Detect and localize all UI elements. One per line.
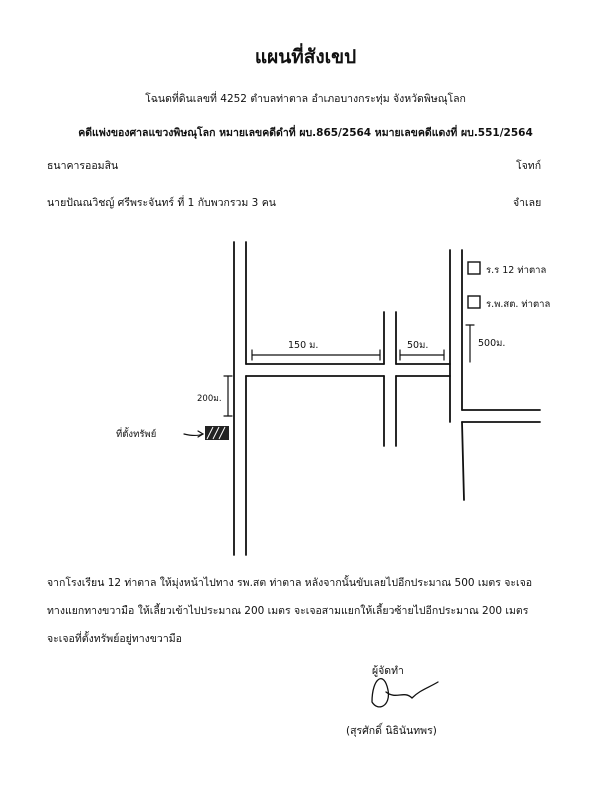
property-parcel — [205, 426, 229, 440]
directions-line-2: ทางแยกทางขวามือ ให้เลี้ยวเข้าไปประมาณ 200 เมตร จะเจอสามแยกให้เลี้ยวซ้ายไปอีกประมาณ 200 เมตร — [47, 605, 529, 617]
label-dist-200: 200ม. — [197, 394, 222, 404]
signature-name: (สุรศักดิ์ นิธินันทพร) — [346, 725, 437, 737]
case-line: คดีแพ่งของศาลแขวงพิษณุโลก หมายเลขคดีดำที่ ผบ.865/2564 หมายเลขคดีแดงที่ ผบ.551/2564 — [78, 127, 533, 139]
signature-label: ผู้จัดทำ — [372, 665, 404, 677]
page-title: แผนที่สังเขป — [254, 46, 357, 68]
label-dist-500: 500ม. — [478, 338, 506, 349]
label-property: ที่ตั้งทรัพย์ — [116, 429, 157, 440]
deed-line: โฉนดที่ดินเลขที่ 4252 ตำบลท่าตาล อำเภอบางกระทุ่ม จังหวัดพิษณุโลก — [145, 93, 466, 105]
label-dist-150: 150 ม. — [288, 340, 319, 351]
defendant-name: นายปัณณวิชญ์ ศรีพระจันทร์ ที่ 1 กับพวกรวม 3 คน — [47, 197, 276, 209]
school-marker — [468, 262, 480, 274]
hospital-marker — [468, 296, 480, 308]
plaintiff-name: ธนาคารออมสิน — [47, 160, 119, 172]
label-hospital: ร.พ.สต. ท่าตาล — [486, 299, 551, 310]
label-dist-50: 50ม. — [407, 340, 429, 351]
signature-scribble — [372, 679, 438, 707]
directions-line-1: จากโรงเรียน 12 ท่าตาล ให้มุ่งหน้าไปทาง รพ.สต ท่าตาล หลังจากนั้นขับเลยไปอีกประมาณ 500 เมตร จะเจอ — [47, 577, 533, 589]
road-right-right-edge-bottom — [462, 422, 464, 500]
defendant-role: จำเลย — [513, 197, 542, 209]
label-school: ร.ร 12 ท่าตาล — [486, 265, 547, 276]
plaintiff-role: โจทก์ — [516, 160, 542, 172]
directions-line-3: จะเจอที่ตั้งทรัพย์อยู่ทางขวามือ — [47, 633, 182, 645]
